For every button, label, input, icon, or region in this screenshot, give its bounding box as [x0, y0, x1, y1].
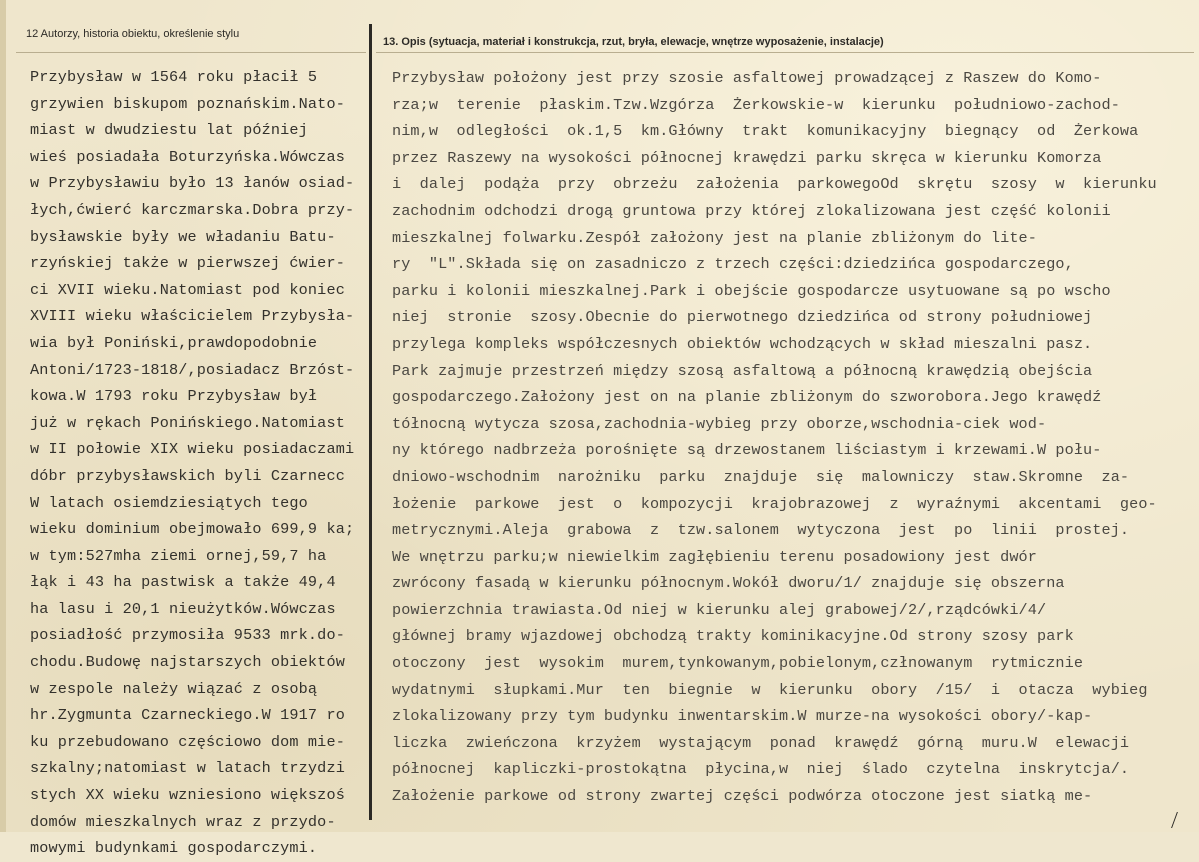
history-line: wieś posiadała Boturzyńska.Wówczas [30, 147, 345, 166]
history-text-column [30, 64, 368, 862]
history-line: posiadłość przymosiła 9533 mrk.do- [30, 626, 345, 645]
history-line: ha lasu i 20,1 nieużytków.Wówczas [30, 599, 336, 618]
description-line: tółnocną wytycza szosa,zachodnia-wybieg przy oborze,wschodnia-ciek wod- [392, 414, 1047, 433]
description-line: północnej kapliczki-prostokątna płycina,w niej ślado czytelna inskrytcja/. [392, 760, 1130, 779]
description-text-column [392, 65, 1192, 810]
history-line: miast w dwudziestu lat później [30, 121, 308, 140]
history-line: hr.Zygmunta Czarneckiego.W 1917 ro [30, 706, 345, 725]
description-line: parku i kolonii mieszkalnej.Park i obejście gospodarcze usytuowane są po wscho [392, 281, 1111, 300]
description-line: liczka zwieńczona krzyżem wystającym ponad krawędź górną muru.W elewacji [392, 733, 1130, 752]
section-13-header-rule [376, 52, 1194, 53]
history-line: bysławskie były we władaniu Batu- [30, 227, 336, 246]
section-12-header: 12 Autorzy, historia obiektu, określenie stylu [26, 28, 240, 40]
description-line: gospodarczego.Założony jest on na planie zbliżonym do szworobora.Jego krawędź [392, 388, 1102, 407]
history-line: łych,ćwierć karczmarska.Dobra przy- [30, 200, 355, 219]
description-line: We wnętrzu parku;w niewielkim zagłębieniu terenu posadowiony jest dwór [392, 547, 1037, 566]
description-line: przylega kompleks współczesnych obiektów wchodzących w skład mieszalni pasz. [392, 334, 1093, 353]
column-divider [369, 24, 372, 820]
description-line: metrycznymi.Aleja grabowa z tzw.salonem wytyczona jest po linii prostej. [392, 521, 1130, 540]
history-line: w tym:527mha ziemi ornej,59,7 ha [30, 546, 327, 565]
history-line: XVIII wieku właścicielem Przybysła- [30, 307, 355, 326]
history-line: mowymi budynkami gospodarczymi. [30, 839, 318, 858]
history-line: Przybysław w 1564 roku płacił 5 [30, 68, 318, 86]
history-line: w zespole należy wiązać z osobą [30, 679, 318, 698]
history-line: już w rękach Ponińskiego.Natomiast [30, 413, 345, 432]
history-line: szkalny;natomiast w latach trzydzi [30, 759, 345, 778]
description-line: zachodnim odchodzi drogą gruntowa przy której zlokalizowana jest część kolonii [392, 201, 1111, 220]
description-line: nim,w odległości ok.1,5 km.Główny trakt komunikacyjny biegnący od Żerkowa [392, 122, 1139, 141]
history-line: w II połowie XIX wieku posiadaczami [30, 440, 355, 459]
section-12-header-rule [16, 52, 366, 53]
description-line: łożenie parkowe jest o kompozycji krajobrazowej z wyraźnymi akcentami geo- [392, 494, 1157, 513]
section-13-header: 13. Opis (sytuacja, materiał i konstrukcja, rzut, bryła, elewacje, wnętrze wyposażenie, instalacje) [383, 36, 884, 48]
corner-tick-mark [1171, 812, 1186, 828]
history-line: grzywien biskupom poznańskim.Nato- [30, 94, 345, 113]
description-line: zlokalizowany przy tym budynku inwentarskim.W murze-na wysokości obory/-kap- [392, 707, 1093, 726]
history-line: kowa.W 1793 roku Przybysław był [30, 387, 318, 406]
history-line: domów mieszkalnych wraz z przydo- [30, 812, 336, 831]
description-line: wydatnymi słupkami.Mur ten biegnie w kierunku obory /15/ i otacza wybieg [392, 680, 1148, 699]
description-line: Przybysław położony jest przy szosie asfaltowej prowadzącej z Raszew do Komo- [392, 69, 1102, 87]
description-line: mieszkalnej folwarku.Zespół założony jest na planie zbliżonym do lite- [392, 228, 1037, 247]
description-line: i dalej podąża przy obrzeżu założenia parkowegoOd skrętu szosy w kierunku [392, 175, 1157, 194]
history-line: łąk i 43 ha pastwisk a także 49,4 [30, 573, 336, 592]
description-line: powierzchnia trawiasta.Od niej w kierunku alej grabowej/2/,rządcówki/4/ [392, 600, 1047, 619]
history-line: W latach osiemdziesiątych tego [30, 493, 308, 512]
description-line: ny którego nadbrzeża porośnięte są drzewostanem liściastym i krzewami.W połu- [392, 441, 1102, 460]
description-line: Park zajmuje przestrzeń między szosą asfaltową a północną krawędzią obejścia [392, 361, 1093, 380]
description-line: przez Raszewy na wysokości północnej krawędzi parku skręca w kierunku Komorza [392, 148, 1102, 167]
paper-edge [0, 0, 6, 832]
description-line: dniowo-wschodnim narożniku parku znajduje się malowniczy staw.Skromne za- [392, 467, 1130, 486]
history-line: wia był Poniński,prawdopodobnie [30, 333, 318, 352]
history-line: stych XX wieku wzniesiono większoś [30, 786, 345, 805]
description-line: otoczony jest wysokim murem,tynkowanym,pobielonym,człnowanym rytmicznie [392, 654, 1084, 673]
history-line: ku przebudowano częściowo dom mie- [30, 732, 345, 751]
history-line: Antoni/1723-1818/,posiadacz Brzóst- [30, 360, 355, 379]
description-line: ry "L".Składa się on zasadniczo z trzech części:dziedzińca gospodarczego, [392, 255, 1074, 274]
history-line: rzyńskiej także w pierwszej ćwier- [30, 254, 345, 273]
description-line: zwrócony fasadą w kierunku północnym.Wokół dworu/1/ znajduje się obszerna [392, 574, 1065, 593]
history-line: dóbr przybysławskich byli Czarnecc [30, 466, 345, 485]
history-line: wieku dominium obejmowało 699,9 ka; [30, 520, 355, 539]
history-line: chodu.Budowę najstarszych obiektów [30, 653, 345, 672]
description-line: rza;w terenie płaskim.Tzw.Wzgórza Żerkowskie-w kierunku południowo-zachod- [392, 95, 1120, 114]
history-line: w Przybysławiu było 13 łanów osiad- [30, 174, 355, 193]
history-line: ci XVII wieku.Natomiast pod koniec [30, 280, 345, 299]
description-line: Założenie parkowe od strony zwartej części podwórza otoczone jest siatką me- [392, 787, 1093, 806]
description-line: głównej bramy wjazdowej obchodzą trakty kominikacyjne.Od strony szosy park [392, 627, 1074, 646]
description-line: niej stronie szosy.Obecnie do pierwotnego dziedzińca od strony południowej [392, 308, 1093, 327]
